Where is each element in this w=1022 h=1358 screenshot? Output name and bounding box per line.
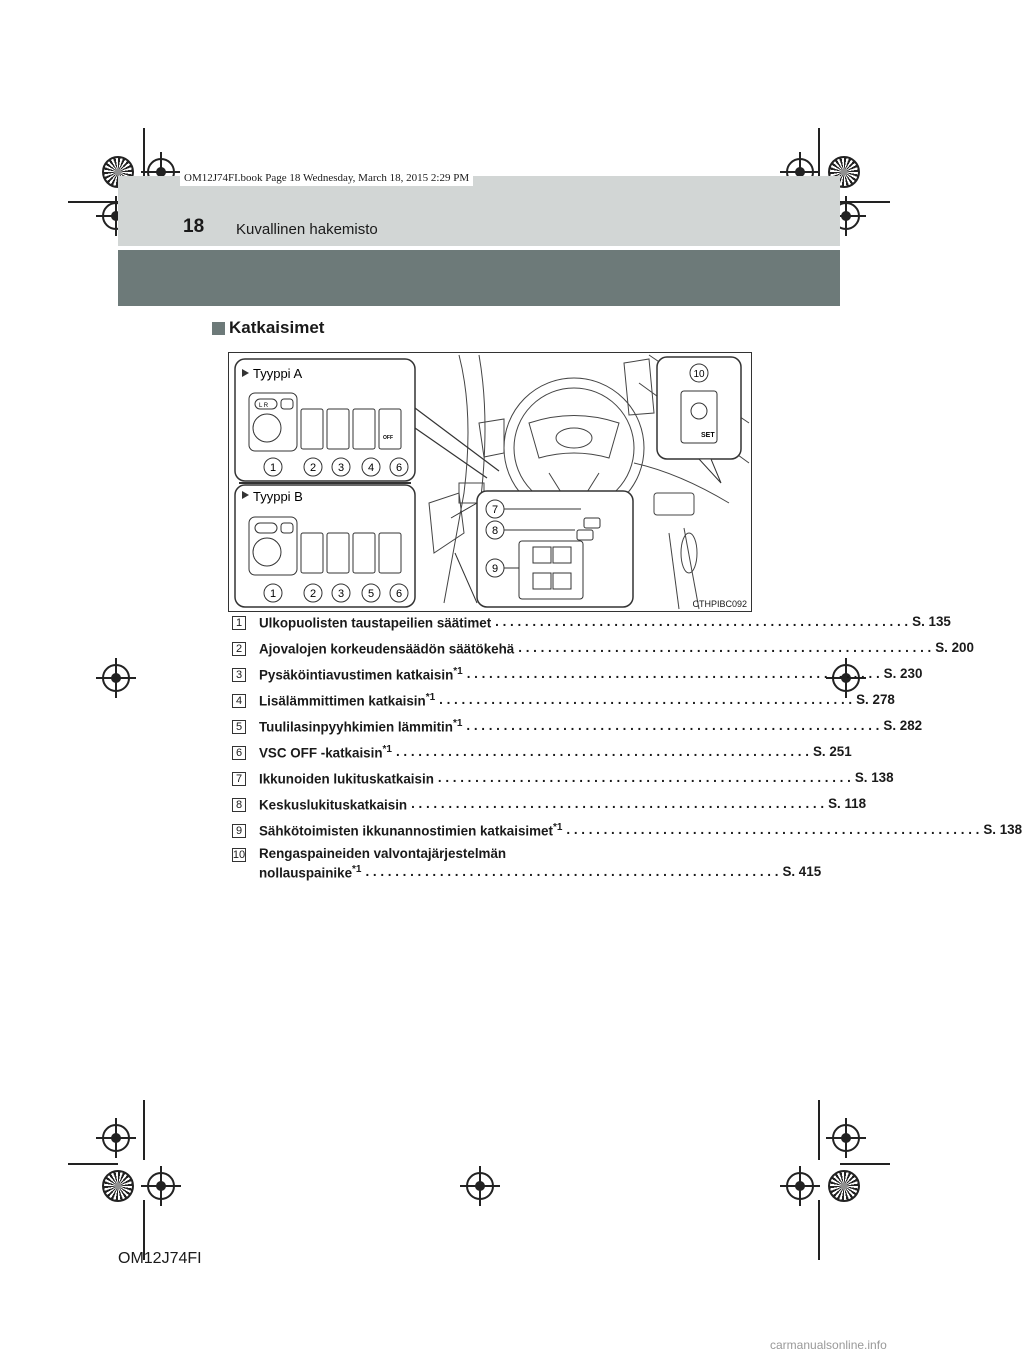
item-number: 1 — [232, 616, 246, 630]
callout-number: 1 — [269, 462, 277, 474]
list-item — [232, 770, 894, 787]
footnote-ref: *1 — [352, 864, 362, 875]
page-ref: S. 118 — [828, 796, 867, 811]
leader-dots — [438, 770, 851, 786]
page-ref: S. 200 — [935, 640, 974, 655]
crop-line — [818, 1200, 820, 1260]
tpms-reset-panel — [657, 357, 741, 483]
item-label: Keskuslukituskatkaisin — [259, 797, 408, 813]
callout-number: 2 — [309, 462, 317, 474]
callout-number: 6 — [395, 588, 403, 600]
type-a-label: Tyyppi A — [253, 366, 303, 381]
page-ref: S. 278 — [856, 692, 895, 707]
leader-dots — [467, 666, 880, 682]
list-item — [232, 640, 974, 657]
leader-dots — [411, 796, 824, 812]
item-number: 9 — [232, 824, 246, 838]
list-item — [232, 846, 822, 881]
switch-figure — [228, 352, 752, 612]
crop-line — [68, 1163, 118, 1165]
item-number: 4 — [232, 694, 246, 708]
type-a-panel — [235, 359, 499, 483]
list-item — [232, 614, 951, 631]
footnote-ref: *1 — [382, 744, 392, 755]
item-label: Sähkötoimisten ikkunannostimien katkaisimet — [259, 823, 553, 839]
registration-target-icon — [102, 664, 130, 692]
footnote-ref: *1 — [425, 692, 436, 703]
callout-number: 3 — [337, 588, 345, 600]
item-number: 5 — [232, 720, 246, 734]
section-square-icon — [212, 322, 225, 335]
registration-sun-icon — [828, 1170, 860, 1202]
item-number: 6 — [232, 746, 246, 760]
cockpit-illustration — [229, 353, 751, 611]
footnote-ref: *1 — [452, 718, 463, 729]
leader-dots — [466, 718, 879, 734]
registration-target-icon — [786, 1172, 814, 1200]
item-number: 10 — [232, 849, 246, 861]
tpms-set-label: SET — [701, 432, 715, 439]
mirror-lr-label: L R — [259, 403, 269, 409]
figure-code: CTHPIBC092 — [692, 599, 747, 609]
section-title — [212, 318, 324, 338]
item-label-line2: nollauspainike — [259, 865, 353, 881]
crop-line — [818, 1100, 820, 1160]
callout-number: 9 — [491, 563, 499, 575]
item-label-line1: Rengaspaineiden valvontajärjestelmän — [259, 846, 507, 861]
header-bar — [118, 176, 840, 246]
callout-number: 1 — [269, 588, 277, 600]
list-item — [232, 796, 867, 813]
page-ref: S. 230 — [883, 666, 923, 681]
list-item — [232, 822, 1022, 839]
callout-10: 10 — [693, 369, 705, 380]
page-ref: S. 282 — [883, 718, 923, 733]
callout-number: 8 — [491, 525, 499, 537]
footnote-ref: *1 — [552, 822, 563, 833]
section-title-text: Katkaisimet — [229, 318, 325, 337]
item-label: Ajovalojen korkeudensäädön säätökehä — [259, 641, 515, 657]
item-label: Ulkopuolisten taustapeilien säätimet — [259, 615, 492, 631]
file-stamp: OM12J74FI.book Page 18 Wednesday, March 18, 2015 2:29 PM — [180, 170, 473, 186]
registration-sun-icon — [102, 1170, 134, 1202]
callout-number: 2 — [309, 588, 317, 600]
leader-dots — [566, 822, 979, 838]
crop-line — [840, 1163, 890, 1165]
watermark: carmanualsonline.info — [770, 1338, 887, 1352]
footer-code: OM12J74FI — [118, 1250, 202, 1267]
registration-target-icon — [102, 1124, 130, 1152]
callout-number: 5 — [367, 588, 375, 600]
registration-target-icon — [147, 1172, 175, 1200]
door-switch-panel — [451, 491, 633, 607]
leader-dots — [365, 864, 778, 880]
callout-number: 3 — [337, 462, 345, 474]
footnote-ref: *1 — [453, 666, 463, 677]
page-ref: S. 138 — [854, 770, 894, 785]
item-label: VSC OFF -katkaisin — [259, 745, 383, 761]
list-item — [232, 692, 895, 709]
item-label: Tuulilasinpyyhkimien lämmitin — [259, 719, 453, 735]
item-number: 2 — [232, 642, 246, 656]
leader-dots — [495, 614, 908, 630]
item-label: Pysäköintiavustimen katkaisin — [259, 667, 454, 683]
chapter-title: Kuvallinen hakemisto — [236, 221, 378, 238]
callout-number: 7 — [491, 504, 499, 516]
item-label: Ikkunoiden lukituskatkaisin — [259, 771, 434, 787]
page-ref: S. 251 — [812, 744, 852, 759]
item-label: Lisälämmittimen katkaisin — [259, 693, 426, 709]
leader-dots — [396, 744, 809, 760]
leader-dots — [439, 692, 852, 708]
page-number: 18 — [183, 216, 205, 237]
header-band — [118, 250, 840, 306]
leader-dots — [518, 640, 931, 656]
registration-target-icon — [832, 1124, 860, 1152]
type-b-label: Tyyppi B — [253, 489, 303, 504]
item-number: 8 — [232, 798, 246, 812]
list-item — [232, 666, 923, 683]
callout-number: 4 — [367, 462, 375, 474]
list-item — [232, 718, 923, 735]
item-number: 3 — [232, 668, 246, 682]
page-ref: S. 135 — [912, 614, 951, 629]
page-ref: S. 415 — [782, 864, 822, 879]
registration-target-icon — [466, 1172, 494, 1200]
callout-number: 6 — [395, 462, 403, 474]
vsc-off-label: OFF — [383, 435, 393, 441]
list-item — [232, 744, 852, 761]
item-number: 7 — [232, 772, 246, 786]
page-ref: S. 138 — [983, 822, 1022, 837]
type-b-panel — [235, 485, 415, 607]
crop-line — [143, 1100, 145, 1160]
